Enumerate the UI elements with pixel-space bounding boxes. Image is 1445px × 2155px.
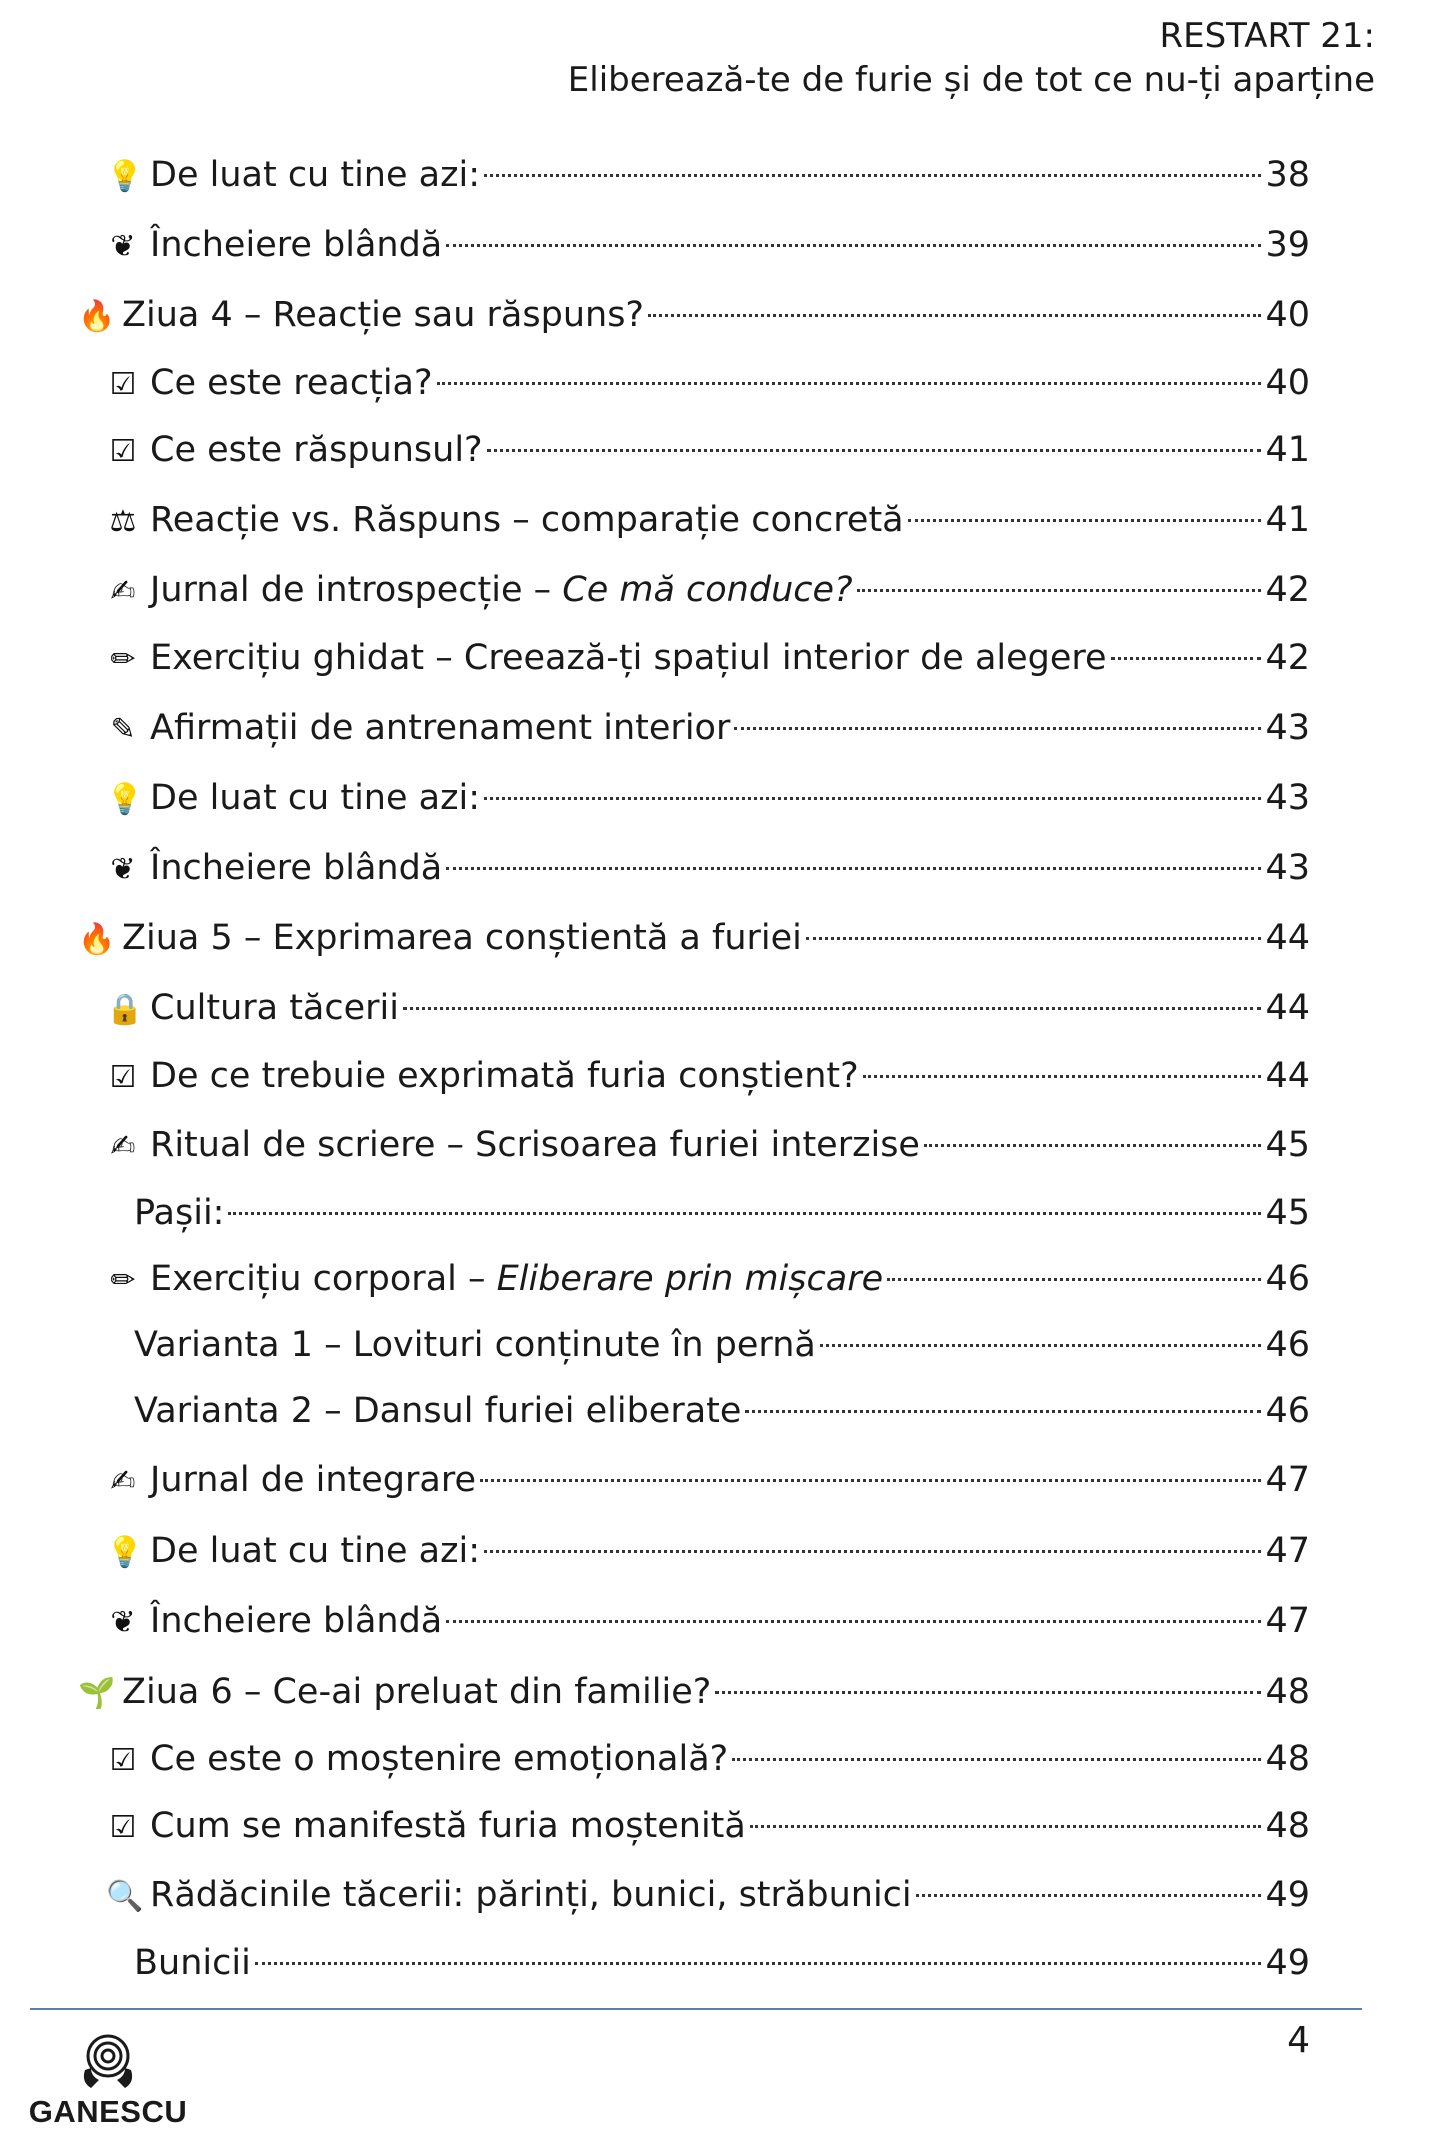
dot-leader (732, 1758, 1261, 1761)
toc-entry-label: Jurnal de integrare (150, 1460, 477, 1500)
toc-entry-label: Ziua 5 – Exprimarea conștientă a furiei (122, 918, 802, 958)
toc-entry[interactable] (106, 1254, 1310, 1304)
header-book-title: Eliberează-te de furie și de tot ce nu-ți aparține (567, 60, 1375, 100)
dot-leader (887, 1278, 1261, 1281)
header-series-title: RESTART 21: (1159, 16, 1375, 56)
toc-entry-page: 44 (1265, 988, 1310, 1028)
balance-scale-icon: ⚖ (109, 504, 137, 539)
dot-leader (908, 519, 1262, 522)
toc-entry[interactable] (106, 1801, 1310, 1851)
seedling-icon: 🌱 (78, 1676, 116, 1711)
flame-icon: 🔥 (78, 922, 116, 957)
toc-entry-page: 39 (1265, 225, 1310, 265)
toc-entry-label: Rădăcinile tăcerii: părinți, bunici, străbunici (150, 1875, 912, 1915)
toc-entry-page: 49 (1265, 1875, 1310, 1915)
toc-entry[interactable] (106, 150, 1310, 200)
page-header (568, 14, 1375, 102)
toc-entry-page: 40 (1265, 363, 1310, 403)
toc-entry-page: 49 (1265, 1943, 1310, 1983)
lock-icon: 🔒 (106, 992, 144, 1027)
toc-entry-label: Reacție vs. Răspuns – comparație concretă (150, 500, 904, 540)
toc-entry-label: Ritual de scriere – Scrisoarea furiei interzise (150, 1125, 920, 1165)
toc-entry-page: 43 (1265, 848, 1310, 888)
toc-entry-label: Ziua 6 – Ce-ai preluat din familie? (122, 1672, 712, 1712)
dot-leader (715, 1691, 1261, 1694)
lightbulb-icon: 💡 (106, 782, 144, 817)
dot-leader (446, 244, 1261, 247)
dot-leader (484, 797, 1261, 800)
lightbulb-icon: 💡 (106, 1535, 144, 1570)
dot-leader (446, 867, 1261, 870)
writing-hand-icon: ✍ (110, 574, 136, 609)
dot-leader (437, 382, 1262, 385)
toc-entry[interactable] (106, 1051, 1310, 1101)
toc-entry[interactable] (78, 1667, 1310, 1717)
writing-hand-icon: ✍ (110, 1464, 136, 1499)
checkbox-icon: ☑ (109, 1743, 137, 1778)
toc-entry-page: 42 (1265, 638, 1310, 678)
toc-entry-page: 46 (1265, 1325, 1310, 1365)
toc-entry-label: Încheiere blândă (150, 848, 443, 888)
toc-entry[interactable] (106, 1120, 1310, 1170)
toc-entry-label: Încheiere blândă (150, 1601, 443, 1641)
dot-leader (403, 1007, 1261, 1010)
toc-entry[interactable] (106, 220, 1310, 270)
toc-entry[interactable] (106, 983, 1310, 1033)
toc-entry[interactable] (134, 1188, 1310, 1238)
toc-entry-page: 48 (1265, 1739, 1310, 1779)
toc-entry[interactable] (106, 843, 1310, 893)
toc-entry-label: Cum se manifestă furia moștenită (150, 1806, 746, 1846)
magnifier-icon: 🔍 (106, 1879, 144, 1914)
toc-entry[interactable] (106, 1526, 1310, 1576)
dot-leader (745, 1410, 1261, 1413)
toc-entry-page: 42 (1265, 570, 1310, 610)
toc-entry-label: De luat cu tine azi: (150, 155, 480, 195)
toc-entry-page: 47 (1265, 1531, 1310, 1571)
checkbox-icon: ☑ (109, 367, 137, 402)
toc-entry[interactable] (78, 913, 1310, 963)
toc-entry[interactable] (106, 495, 1310, 545)
pencil-icon: ✏ (110, 1263, 136, 1298)
checkbox-icon: ☑ (109, 434, 137, 469)
toc-entry-label: Varianta 2 – Dansul furiei eliberate (134, 1391, 742, 1431)
dot-leader (487, 449, 1262, 452)
toc-entry-label: Ziua 4 – Reacție sau răspuns? (122, 295, 645, 335)
toc-entry-label: Ce este răspunsul? (150, 430, 483, 470)
toc-entry-page: 38 (1265, 155, 1310, 195)
toc-entry-page: 47 (1265, 1601, 1310, 1641)
dot-leader (916, 1894, 1262, 1897)
footer-divider (30, 2008, 1362, 2010)
dot-leader (446, 1620, 1261, 1623)
herb-icon: ❦ (110, 1605, 136, 1640)
dot-leader (228, 1212, 1261, 1215)
publisher-logo (28, 2030, 188, 2130)
dot-leader (480, 1479, 1261, 1482)
toc-entry-label: Bunicii (134, 1943, 251, 1983)
toc-entry-page: 43 (1265, 778, 1310, 818)
toc-entry-page: 46 (1265, 1259, 1310, 1299)
toc-entry-label: Pașii: (134, 1193, 225, 1233)
brand-name: GANESCU (28, 2094, 188, 2129)
ganescu-emblem-icon (77, 2030, 139, 2092)
dot-leader (1111, 657, 1262, 660)
toc-entry[interactable] (106, 773, 1310, 823)
dot-leader (484, 1550, 1261, 1553)
toc-entry-label: Jurnal de introspecție – Ce mă conduce? (150, 570, 853, 610)
toc-entry-label: Ce este reacția? (150, 363, 433, 403)
toc-entry[interactable] (106, 703, 1310, 753)
toc-entry[interactable] (134, 1938, 1310, 1988)
toc-entry-page: 48 (1265, 1806, 1310, 1846)
dot-leader (924, 1144, 1261, 1147)
toc-entry-label: Exercițiu ghidat – Creează-ți spațiul interior de alegere (150, 638, 1107, 678)
dot-leader (484, 174, 1261, 177)
dot-leader (857, 589, 1262, 592)
toc-entry-page: 45 (1265, 1193, 1310, 1233)
toc-entry-label: De luat cu tine azi: (150, 1531, 480, 1571)
page-number: 4 (1287, 2020, 1310, 2061)
toc-entry-page: 43 (1265, 708, 1310, 748)
toc-entry-label: Ce este o moștenire emoțională? (150, 1739, 729, 1779)
dot-leader (863, 1075, 1262, 1078)
toc-entry[interactable] (134, 1320, 1310, 1370)
toc-entry-label: Încheiere blândă (150, 225, 443, 265)
dot-leader (734, 727, 1261, 730)
dot-leader (820, 1344, 1262, 1347)
herb-icon: ❦ (110, 229, 136, 264)
pencil-icon: ✏ (110, 642, 136, 677)
toc-entry[interactable] (106, 1455, 1310, 1505)
toc-entry[interactable] (106, 1596, 1310, 1646)
toc-entry-page: 41 (1265, 430, 1310, 470)
toc-entry-label: De ce trebuie exprimată furia conștient? (150, 1056, 859, 1096)
dot-leader (255, 1962, 1262, 1965)
dot-leader (806, 937, 1262, 940)
toc-entry-label: Cultura tăcerii (150, 988, 399, 1028)
pencil-icon: ✎ (110, 712, 136, 747)
toc-entry-page: 41 (1265, 500, 1310, 540)
writing-hand-icon: ✍ (110, 1129, 136, 1164)
toc-entry[interactable] (106, 633, 1310, 683)
toc-entry-page: 47 (1265, 1460, 1310, 1500)
dot-leader (648, 314, 1261, 317)
toc-entry[interactable] (106, 565, 1310, 615)
toc-entry-page: 44 (1265, 1056, 1310, 1096)
toc-entry[interactable] (106, 358, 1310, 408)
flame-icon: 🔥 (78, 299, 116, 334)
toc-entry-label: Afirmații de antrenament interior (150, 708, 731, 748)
toc-entry-page: 40 (1265, 295, 1310, 335)
dot-leader (750, 1825, 1262, 1828)
toc-entry-page: 48 (1265, 1672, 1310, 1712)
checkbox-icon: ☑ (109, 1060, 137, 1095)
checkbox-icon: ☑ (109, 1810, 137, 1845)
herb-icon: ❦ (110, 852, 136, 887)
toc-entry-page: 45 (1265, 1125, 1310, 1165)
toc-entry[interactable] (106, 1734, 1310, 1784)
toc-entry[interactable] (78, 290, 1310, 340)
toc-entry-label: Exercițiu corporal – Eliberare prin mișcare (150, 1259, 884, 1299)
toc-entry[interactable] (106, 425, 1310, 475)
toc-entry-label: Varianta 1 – Lovituri conținute în pernă (134, 1325, 816, 1365)
toc-entry[interactable] (134, 1386, 1310, 1436)
toc-entry-label: De luat cu tine azi: (150, 778, 480, 818)
toc-entry-page: 44 (1265, 918, 1310, 958)
toc-entry-page: 46 (1265, 1391, 1310, 1431)
lightbulb-icon: 💡 (106, 159, 144, 194)
toc-entry[interactable] (106, 1870, 1310, 1920)
